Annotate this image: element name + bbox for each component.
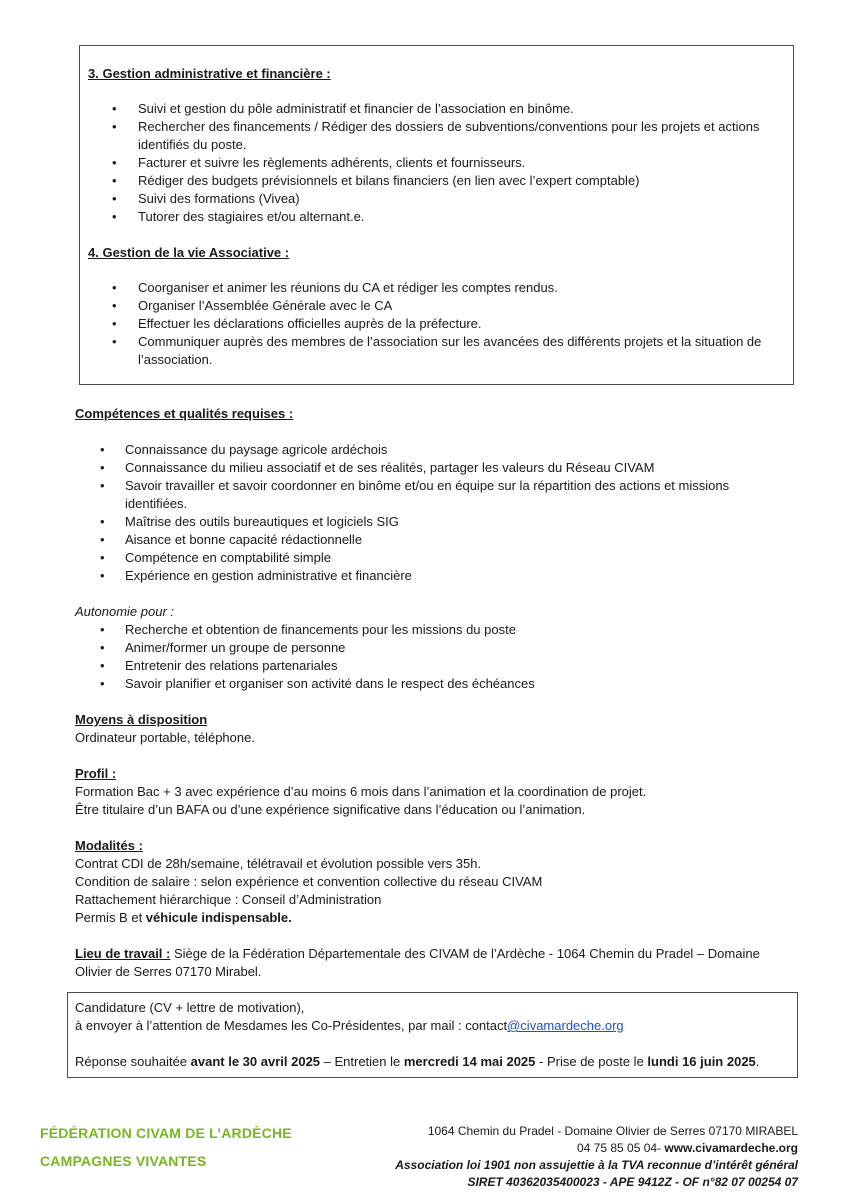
reponse-line: Réponse souhaitée avant le 30 avril 2025 – Entretien le mercredi 14 mai 2025 - Prise de poste le lundi 16 juin 2025. (75, 1054, 760, 1069)
bullet: • (100, 622, 105, 637)
list-item: Communiquer auprès des membres de l’association sur les avancées des différents projets et la situation de (138, 334, 762, 349)
modalites-line: Contrat CDI de 28h/semaine, télétravail et évolution possible vers 35h. (75, 856, 482, 871)
list-item: Expérience en gestion administrative et financière (125, 568, 412, 583)
bullet: • (112, 334, 117, 349)
list-item: Facturer et suivre les règlements adhérents, clients et fournisseurs. (138, 155, 526, 170)
moyens-text: Ordinateur portable, téléphone. (75, 730, 255, 745)
modalites-permis: Permis B et véhicule indispensable. (75, 910, 292, 925)
email-link[interactable]: @civamardeche.org (507, 1018, 624, 1033)
competences-title: Compétences et qualités requises : (75, 406, 294, 421)
section-3-title: 3. Gestion administrative et financière : (88, 66, 331, 81)
bullet: • (112, 155, 117, 170)
bullet: • (100, 442, 105, 457)
list-item: Savoir travailler et savoir coordonner en binôme et/ou en équipe sur la répartition des actions et missions (125, 478, 730, 493)
moyens-title: Moyens à disposition (75, 712, 208, 727)
list-item: Rechercher des financements / Rédiger des dossiers de subventions/conventions pour les projets et actions (138, 119, 760, 134)
list-item-continuation: identifiées. (125, 496, 188, 511)
bullet: • (100, 658, 105, 673)
bullet: • (112, 173, 117, 188)
org-tagline: CAMPAGNES VIVANTES (40, 1153, 207, 1169)
bullet: • (100, 478, 105, 493)
list-item: Coorganiser et animer les réunions du CA et rédiger les comptes rendus. (138, 280, 558, 295)
list-item: Effectuer les déclarations officielles auprès de la préfecture. (138, 316, 482, 331)
bullet: • (100, 568, 105, 583)
footer-assoc: Association loi 1901 non assujettie à la TVA reconnue d’intérêt général (395, 1158, 798, 1172)
list-item: Rédiger des budgets prévisionnels et bilans financiers (en lien avec l’expert comptable) (138, 173, 640, 188)
footer-siret: SIRET 40362035400023 - APE 9412Z - OF n°82 07 00254 07 (467, 1175, 798, 1189)
bullet: • (100, 640, 105, 655)
bullet: • (112, 101, 117, 116)
org-name: FÉDÉRATION CIVAM DE L’ARDÈCHE (40, 1125, 292, 1141)
bullet: • (112, 298, 117, 313)
bullet: • (100, 460, 105, 475)
section-4-title: 4. Gestion de la vie Associative : (88, 245, 290, 260)
footer-address: 1064 Chemin du Pradel - Domaine Olivier de Serres 07170 MIRABEL (427, 1124, 798, 1138)
list-item: Suivi et gestion du pôle administratif et financier de l’association en binôme. (138, 101, 574, 116)
modalites-line: Condition de salaire : selon expérience et convention collective du réseau CIVAM (75, 874, 543, 889)
list-item-continuation: identifiés du poste. (138, 137, 247, 152)
bullet: • (112, 280, 117, 295)
list-item: Animer/former un groupe de personne (125, 640, 346, 655)
candidature-line: Candidature (CV + lettre de motivation), (75, 1000, 305, 1015)
bullet: • (100, 532, 105, 547)
list-item: Organiser l’Assemblée Générale avec le CA (138, 298, 393, 313)
list-item: Tutorer des stagiaires et/ou alternant.e. (138, 209, 365, 224)
list-item: Compétence en comptabilité simple (125, 550, 331, 565)
list-item: Connaissance du paysage agricole ardéchois (125, 442, 388, 457)
lieu-line-2: Olivier de Serres 07170 Mirabel. (75, 964, 262, 979)
list-item: Connaissance du milieu associatif et de ses réalités, partager les valeurs du Réseau CIVAM (125, 460, 655, 475)
list-item: Recherche et obtention de financements pour les missions du poste (125, 622, 516, 637)
lieu-line-1: Lieu de travail : Siège de la Fédération Départementale des CIVAM de l’Ardèche - 1064 Chemin du Pradel – Domaine (75, 946, 760, 961)
candidature-email-line: à envoyer à l’attention de Mesdames les Co-Présidentes, par mail : contact@civamardeche.org (75, 1018, 624, 1033)
list-item-continuation: l’association. (138, 352, 213, 367)
list-item: Maîtrise des outils bureautiques et logiciels SIG (125, 514, 399, 529)
list-item: Suivi des formations (Vivea) (138, 191, 300, 206)
modalites-line: Rattachement hiérarchique : Conseil d’Administration (75, 892, 382, 907)
footer-contact: 04 75 85 05 04- www.civamardeche.org (576, 1141, 798, 1155)
bullet: • (112, 119, 117, 134)
profil-line: Formation Bac + 3 avec expérience d’au moins 6 mois dans l’animation et la coordination de projet. (75, 784, 647, 799)
profil-title: Profil : (75, 766, 117, 781)
modalites-title: Modalités : (75, 838, 143, 853)
bullet: • (112, 191, 117, 206)
profil-line: Être titulaire d’un BAFA ou d’une expérience significative dans l’éducation ou l’animation. (75, 802, 586, 817)
website-link[interactable]: www.civamardeche.org (664, 1141, 798, 1155)
bullet: • (100, 514, 105, 529)
bullet: • (100, 550, 105, 565)
list-item: Aisance et bonne capacité rédactionnelle (125, 532, 363, 547)
lieu-title: Lieu de travail : (75, 946, 171, 961)
bullet: • (112, 316, 117, 331)
bullet: • (100, 676, 105, 691)
list-item: Savoir planifier et organiser son activité dans le respect des échéances (125, 676, 535, 691)
bullet: • (112, 209, 117, 224)
autonomie-title: Autonomie pour : (75, 604, 175, 619)
list-item: Entretenir des relations partenariales (125, 658, 338, 673)
